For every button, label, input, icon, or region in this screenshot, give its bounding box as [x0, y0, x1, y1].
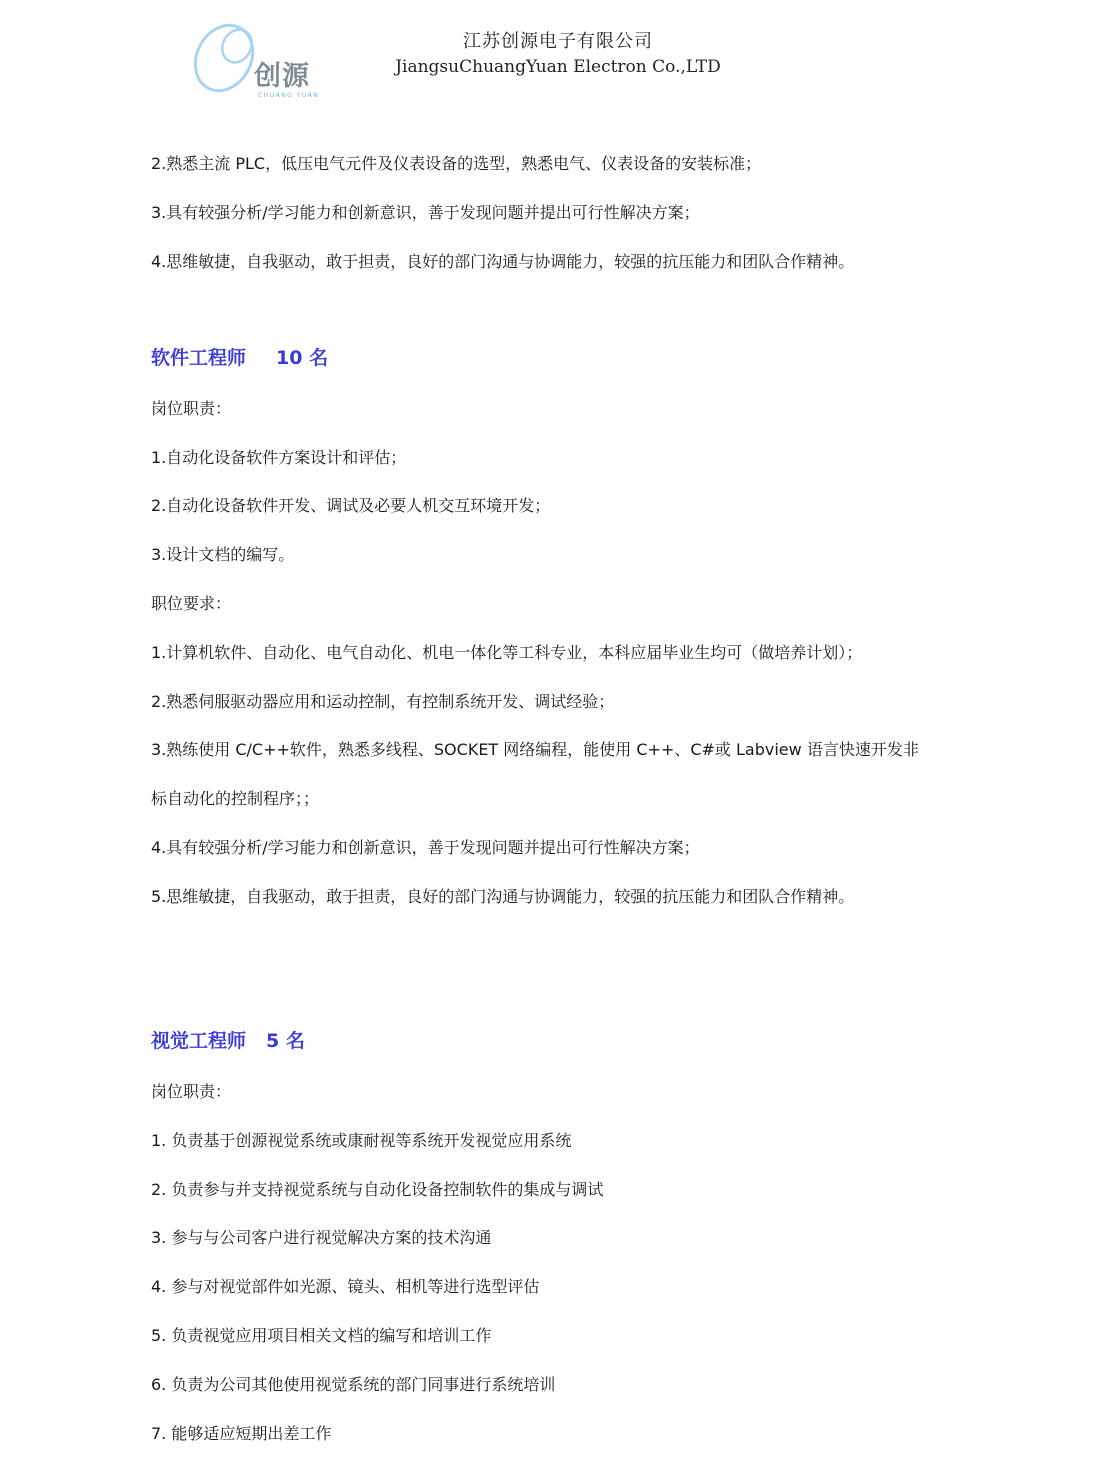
list-item: 标自动化的控制程序；； [151, 789, 320, 808]
list-item: 2.熟悉伺服驱动器应用和运动控制，有控制系统开发、调试经验； [151, 692, 615, 711]
list-item: 1.计算机软件、自动化、电气自动化、机电一体化等工科专业，本科应届毕业生均可（做培养计划）； [151, 643, 863, 662]
company-logo [188, 18, 338, 102]
list-item: 6. 负责为公司其他使用视觉系统的部门同事进行系统培训 [151, 1375, 556, 1394]
list-item: 2.熟悉主流 PLC，低压电气元件及仪表设备的选型，熟悉电气、仪表设备的安装标准； [151, 154, 762, 173]
list-item: 4.思维敏捷，自我驱动，敢于担责，良好的部门沟通与协调能力，较强的抗压能力和团队合作精神。 [151, 252, 855, 271]
requirements-label: 职位要求： [151, 594, 232, 613]
job-title: 软件工程师 [151, 347, 247, 369]
list-item: 4.具有较强分析/学习能力和创新意识，善于发现问题并提出可行性解决方案； [151, 838, 700, 857]
list-item: 1. 负责基于创源视觉系统或康耐视等系统开发视觉应用系统 [151, 1131, 572, 1150]
job-count: 5 名 [266, 1030, 305, 1052]
duties-label: 岗位职责： [151, 1082, 232, 1101]
duties-label: 岗位职责： [151, 399, 232, 418]
list-item: 5.思维敏捷，自我驱动，敢于担责，良好的部门沟通与协调能力，较强的抗压能力和团队合作精神。 [151, 887, 855, 906]
company-name [380, 30, 736, 80]
page-header [0, 0, 1100, 110]
company-name-cn: 江苏创源电子有限公司 [463, 31, 653, 52]
list-item: 4. 参与对视觉部件如光源、镜头、相机等进行选型评估 [151, 1277, 540, 1296]
list-item: 3. 参与与公司客户进行视觉解决方案的技术沟通 [151, 1228, 492, 1247]
list-item: 3.设计文档的编写。 [151, 545, 295, 564]
logo-text-cn: 创源 [254, 61, 310, 92]
list-item: 2. 负责参与并支持视觉系统与自动化设备控制软件的集成与调试 [151, 1180, 604, 1199]
job-title: 视觉工程师 [151, 1030, 247, 1052]
logo-text-en: CHUANG YUAN [258, 92, 320, 99]
job-count: 10 名 [276, 347, 329, 369]
section-heading-vision [151, 1028, 305, 1054]
list-item: 3.具有较强分析/学习能力和创新意识，善于发现问题并提出可行性解决方案； [151, 203, 700, 222]
list-item: 3.熟练使用 C/C++软件，熟悉多线程、SOCKET 网络编程，能使用 C++、C#或 Labview 语言快速开发非 [151, 740, 919, 759]
list-item: 7. 能够适应短期出差工作 [151, 1424, 332, 1443]
company-name-en: JiangsuChuangYuan Electron Co.,LTD [395, 57, 721, 77]
section-heading-software [151, 345, 328, 371]
list-item: 2.自动化设备软件开发、调试及必要人机交互环境开发； [151, 496, 551, 515]
list-item: 1.自动化设备软件方案设计和评估； [151, 448, 407, 467]
list-item: 5. 负责视觉应用项目相关文档的编写和培训工作 [151, 1326, 492, 1345]
